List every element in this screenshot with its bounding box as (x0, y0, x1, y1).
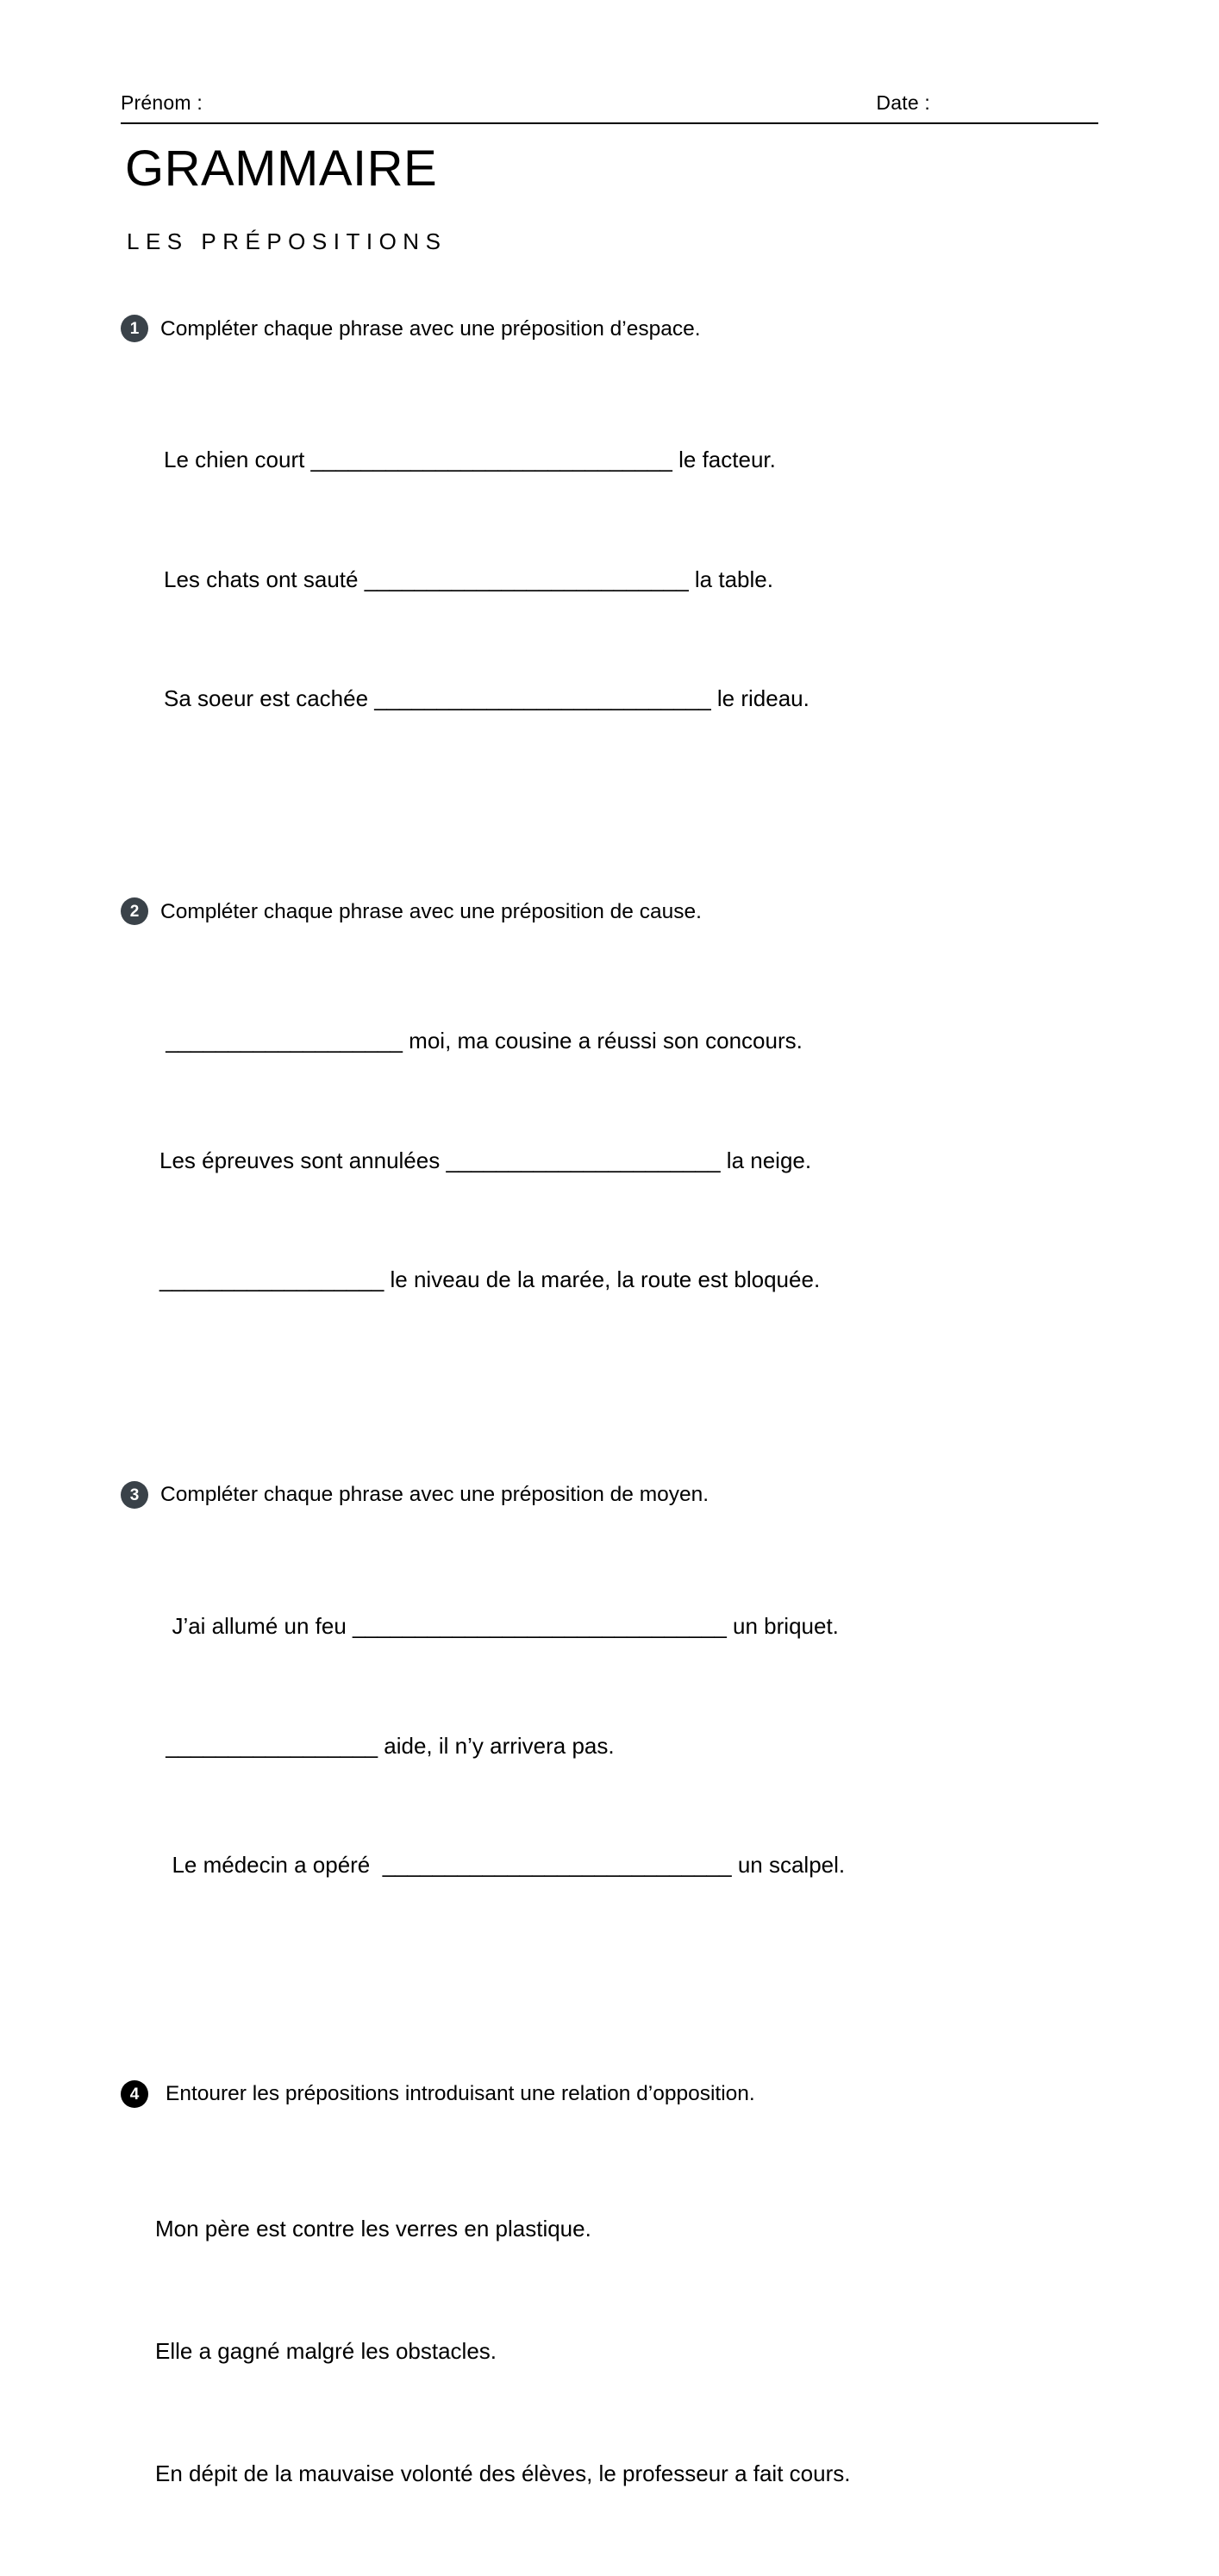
exercise-3-header (121, 1481, 1098, 1509)
exercise-3 (121, 1481, 1098, 1965)
exercise-2 (121, 897, 1098, 1379)
fill-blank-sentence[interactable]: J’ai allumé un feu ______________________________ un briquet. (159, 1612, 839, 1639)
fill-blank-sentence[interactable]: Sa soeur est cachée ___________________________ le rideau. (164, 685, 810, 712)
exercise-4-sentences (155, 2127, 1098, 2575)
circle-preposition-sentence[interactable]: Elle a gagné malgré les obstacles. (155, 2337, 497, 2364)
circle-preposition-sentence[interactable]: Mon père est contre les verres en plastique. (155, 2215, 591, 2241)
fill-blank-sentence[interactable]: ___________________ moi, ma cousine a réussi son concours. (159, 1027, 803, 1054)
exercise-number-badge: 2 (121, 897, 148, 925)
exercise-1 (121, 315, 1098, 798)
page-subtitle: LES PRÉPOSITIONS (127, 228, 447, 254)
page-title: GRAMMAIRE (125, 141, 438, 197)
fill-blank-sentence[interactable]: Le médecin a opéré ____________________________ un scalpel. (159, 1852, 846, 1879)
exercise-number-badge: 4 (121, 2080, 148, 2108)
exercise-instruction: Entourer les prépositions introduisant une relation d’opposition. (166, 2082, 755, 2106)
exercise-instruction: Compléter chaque phrase avec une préposition d’espace. (160, 316, 701, 341)
name-label: Prénom : (121, 91, 203, 114)
fill-blank-sentence[interactable]: __________________ le niveau de la marée, la route est bloquée. (159, 1266, 821, 1293)
fill-blank-sentence[interactable]: Les chats ont sauté __________________________ la table. (164, 566, 773, 592)
student-header (121, 0, 1098, 115)
exercise-4 (121, 2080, 1098, 2575)
exercise-1-sentences (164, 360, 1098, 798)
exercise-number-badge: 1 (121, 315, 148, 342)
exercise-2-header (121, 897, 1098, 925)
header-divider (121, 122, 1098, 124)
exercise-2-sentences (159, 941, 1098, 1379)
date-label: Date : (876, 91, 930, 114)
fill-blank-sentence[interactable]: Les épreuves sont annulées ______________________ la neige. (159, 1147, 812, 1173)
exercise-3-sentences (159, 1526, 1098, 1965)
circle-preposition-sentence[interactable]: En dépit de la mauvaise volonté des élèves, le professeur a fait cours. (155, 2460, 851, 2486)
exercise-instruction: Compléter chaque phrase avec une préposition de moyen. (160, 1483, 710, 1507)
fill-blank-sentence[interactable]: Le chien court _____________________________ le facteur. (164, 446, 776, 472)
exercise-instruction: Compléter chaque phrase avec une préposition de cause. (160, 899, 702, 923)
fill-blank-sentence[interactable]: _________________ aide, il n’y arrivera pas. (159, 1732, 615, 1759)
exercise-1-header (121, 315, 1098, 342)
exercise-4-header (121, 2080, 1098, 2108)
exercise-number-badge: 3 (121, 1481, 148, 1509)
